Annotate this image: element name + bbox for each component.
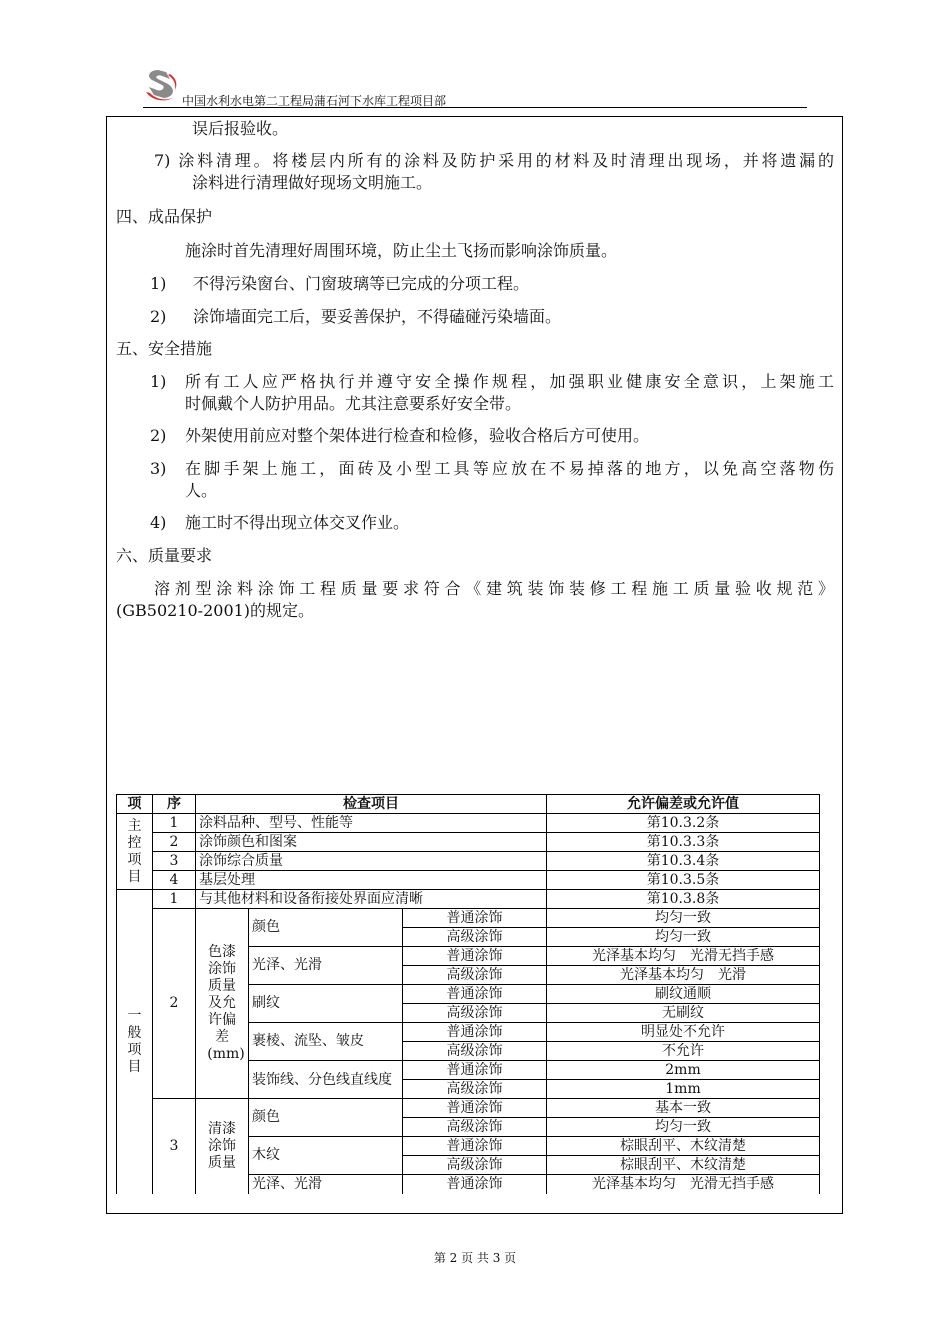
item-name: 光泽、光滑 <box>249 1175 403 1194</box>
list-number: 4) <box>150 513 167 532</box>
item-name: 颜色 <box>249 1099 403 1137</box>
row-value: 第10.3.4条 <box>547 852 820 871</box>
header-cell: 序 <box>153 795 196 814</box>
text-line: 7) 涂料清理。将楼层内所有的涂料及防护采用的材料及时清理出现场，并将遗漏的 <box>154 151 834 170</box>
row-item: 涂料品种、型号、性能等 <box>196 814 547 833</box>
text-line: 不得污染窗台、门窗玻璃等已完成的分项工程。 <box>193 274 530 293</box>
grade-normal: 普通涂饰 <box>403 909 547 928</box>
grade-normal: 普通涂饰 <box>403 1099 547 1118</box>
grade-high: 高级涂饰 <box>403 1118 547 1137</box>
text-line: 所有工人应严格执行并遵守安全操作规程，加强职业健康安全意识，上架施工 <box>185 372 834 391</box>
table-row <box>117 814 820 833</box>
header-cell: 项 <box>117 795 153 814</box>
item-name: 颜色 <box>249 909 403 947</box>
grade-value: 棕眼刮平、木纹清楚 <box>547 1156 820 1175</box>
item-name: 刷纹 <box>249 985 403 1023</box>
table-row <box>117 871 820 890</box>
company-logo-icon <box>140 68 182 104</box>
grade-value: 2mm <box>547 1061 820 1080</box>
grade-high: 高级涂饰 <box>403 928 547 947</box>
grade-normal: 普通涂饰 <box>403 1137 547 1156</box>
list-number: 3) <box>150 459 167 478</box>
text-line: 施工时不得出现立体交叉作业。 <box>185 513 410 532</box>
text-line: 溶剂型涂料涂饰工程质量要求符合《建筑装饰装修工程施工质量验收规范》 <box>154 579 834 598</box>
section-heading: 四、成品保护 <box>116 207 213 226</box>
row-item: 基层处理 <box>196 871 547 890</box>
header-cell: 允许偏差或允许值 <box>547 795 820 814</box>
text-line: 施涂时首先清理好周围环境，防止尘土飞扬而影响涂饰质量。 <box>185 241 618 260</box>
text-line: 外架使用前应对整个架体进行检查和检修，验收合格后方可使用。 <box>185 426 650 445</box>
grade-value: 均匀一致 <box>547 928 820 947</box>
row-value: 第10.3.8条 <box>547 890 820 909</box>
grade-high: 高级涂饰 <box>403 1156 547 1175</box>
grade-value: 基本一致 <box>547 1099 820 1118</box>
grade-value: 明显处不允许 <box>547 1023 820 1042</box>
text-line: 涂饰墙面完工后，要妥善保护，不得磕碰污染墙面。 <box>193 307 562 326</box>
list-number: 1) <box>150 372 167 391</box>
row-item: 涂饰颜色和图案 <box>196 833 547 852</box>
group-label-general: 一般项目 <box>117 890 153 1194</box>
section-label: 色漆涂饰质量及允许偏差(mm) <box>196 909 249 1099</box>
row-item: 涂饰综合质量 <box>196 852 547 871</box>
row-no: 3 <box>153 852 196 871</box>
list-number: 2) <box>150 426 167 445</box>
header-divider <box>143 107 807 108</box>
page-footer: 第 2 页 共 3 页 <box>433 1251 517 1265</box>
grade-high: 高级涂饰 <box>403 966 547 985</box>
row-no: 2 <box>153 833 196 852</box>
header-cell: 检查项目 <box>196 795 547 814</box>
grade-value: 光泽基本均匀 光滑 <box>547 966 820 985</box>
grade-value: 光泽基本均匀 光滑无挡手感 <box>547 1175 820 1194</box>
item-name: 光泽、光滑 <box>249 947 403 985</box>
section-no: 2 <box>153 909 196 1099</box>
row-item: 与其他材料和设备衔接处界面应清晰 <box>196 890 547 909</box>
grade-value: 1mm <box>547 1080 820 1099</box>
table-row <box>117 852 820 871</box>
item-name: 裹棱、流坠、皱皮 <box>249 1023 403 1061</box>
grade-normal: 普通涂饰 <box>403 985 547 1004</box>
item-name: 木纹 <box>249 1137 403 1175</box>
text-line: 在脚手架上施工，面砖及小型工具等应放在不易掉落的地方，以免高空落物伤 <box>185 459 834 478</box>
list-number: 2) <box>150 307 167 326</box>
text-line: (GB50210-2001)的规定。 <box>116 601 315 620</box>
text-line: 时佩戴个人防护用品。尤其注意要系好安全带。 <box>185 394 522 413</box>
row-value: 第10.3.2条 <box>547 814 820 833</box>
row-value: 第10.3.3条 <box>547 833 820 852</box>
table-row <box>117 890 820 909</box>
group-label-main: 主控项目 <box>117 814 153 890</box>
grade-normal: 普通涂饰 <box>403 1061 547 1080</box>
grade-value: 刷纹通顺 <box>547 985 820 1004</box>
table-row <box>117 833 820 852</box>
text-line: 人。 <box>185 481 218 500</box>
list-number: 1) <box>150 274 167 293</box>
grade-high: 高级涂饰 <box>403 1004 547 1023</box>
section-label: 清漆涂饰质量 <box>196 1099 249 1194</box>
grade-value: 光泽基本均匀 光滑无挡手感 <box>547 947 820 966</box>
item-name: 装饰线、分色线直线度 <box>249 1061 403 1099</box>
text-line: 涂料进行清理做好现场文明施工。 <box>192 173 433 192</box>
row-no: 1 <box>153 814 196 833</box>
grade-value: 无刷纹 <box>547 1004 820 1023</box>
grade-value: 棕眼刮平、木纹清楚 <box>547 1137 820 1156</box>
section-heading: 五、安全措施 <box>116 339 213 358</box>
table-row <box>117 1099 820 1118</box>
grade-high: 高级涂饰 <box>403 1080 547 1099</box>
section-no: 3 <box>153 1099 196 1194</box>
inspection-table <box>116 794 820 1194</box>
text-line: 误后报验收。 <box>192 119 289 138</box>
table-header-row <box>117 795 820 814</box>
row-value: 第10.3.5条 <box>547 871 820 890</box>
row-no: 1 <box>153 890 196 909</box>
grade-normal: 普通涂饰 <box>403 947 547 966</box>
grade-high: 高级涂饰 <box>403 1042 547 1061</box>
section-heading: 六、质量要求 <box>116 546 213 565</box>
header-title: 中国水利水电第二工程局蒲石河下水库工程项目部 <box>182 94 447 108</box>
grade-normal: 普通涂饰 <box>403 1175 547 1194</box>
row-no: 4 <box>153 871 196 890</box>
grade-normal: 普通涂饰 <box>403 1023 547 1042</box>
grade-value: 均匀一致 <box>547 909 820 928</box>
grade-value: 不允许 <box>547 1042 820 1061</box>
table-row <box>117 909 820 928</box>
grade-value: 均匀一致 <box>547 1118 820 1137</box>
